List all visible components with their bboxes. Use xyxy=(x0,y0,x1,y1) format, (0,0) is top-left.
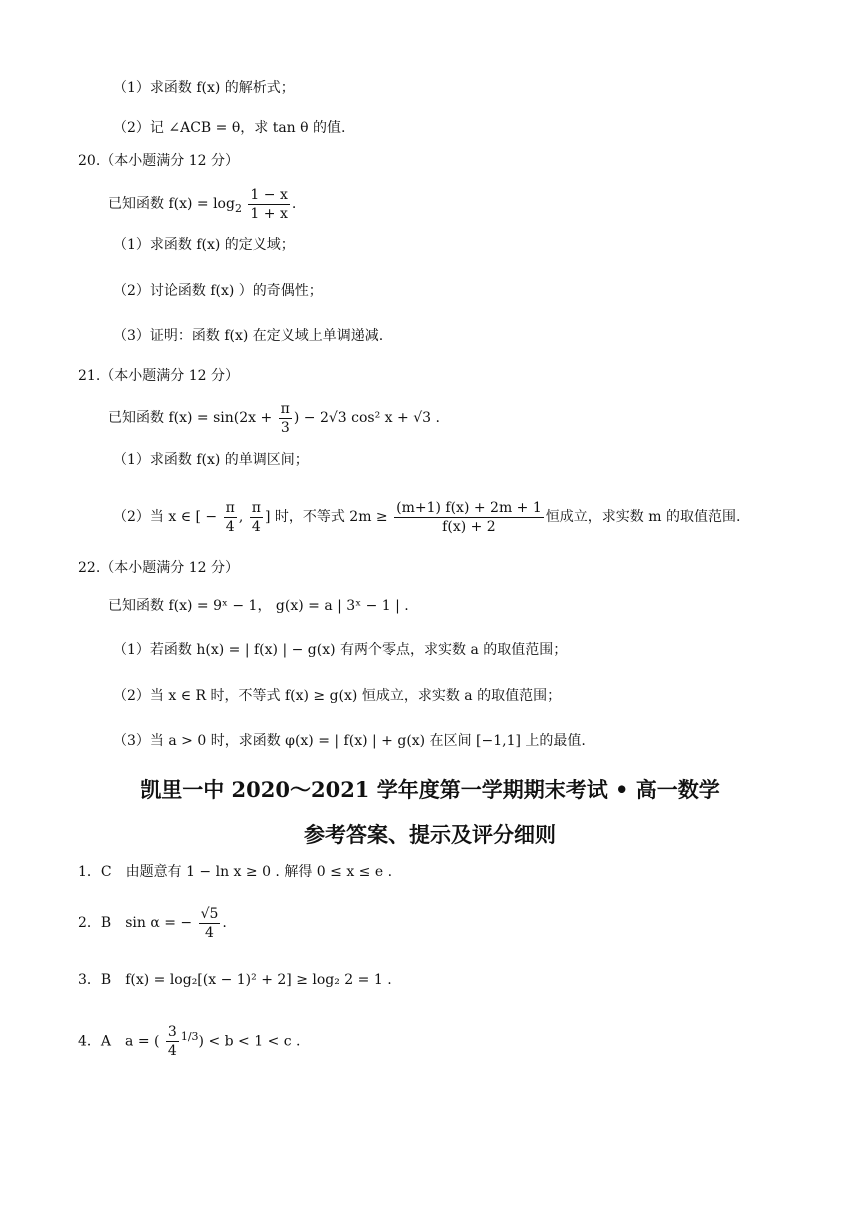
answer-2-end: . xyxy=(222,915,227,931)
q21-numerator: π xyxy=(280,400,290,417)
q20-heading: 20.（本小题满分 12 分） xyxy=(78,153,239,169)
q22-part2: （2）当 x ∈ R 时，不等式 f(x) ≥ g(x) 恒成立，求实数 a 的取值范围； xyxy=(113,688,562,704)
answer-4-den: 4 xyxy=(167,1043,177,1060)
answer-2 xyxy=(78,900,227,946)
answer-2-fraction xyxy=(199,905,221,942)
q20-given-end: . xyxy=(291,196,297,212)
q22-given: 已知函数 f(x) = 9ˣ − 1， g(x) = a | 3ˣ − 1 | . xyxy=(108,598,409,614)
q20-log-base: 2 xyxy=(234,201,242,215)
answer-subtitle: 参考答案、提示及评分细则 xyxy=(304,822,556,847)
q20-given-text: 已知函数 f(x) = log xyxy=(108,196,235,212)
answer-1: 1．C 由题意有 1 − ln x ≥ 0 . 解得 0 ≤ x ≤ e . xyxy=(78,864,393,880)
q20-numerator: 1 − x xyxy=(250,186,288,203)
q21-interval-right-den: 4 xyxy=(251,518,261,535)
q21-given xyxy=(108,398,440,438)
answer-4-exponent: 1/3 xyxy=(180,1030,199,1043)
answer-3: 3．B f(x) = log₂[(x − 1)² + 2] ≥ log₂ 2 = 1 . xyxy=(78,972,392,988)
q20-part3: （3）证明：函数 f(x) 在定义域上单调递减. xyxy=(113,328,384,344)
q20-given xyxy=(108,184,296,224)
q21-heading: 21.（本小题满分 12 分） xyxy=(78,368,239,384)
q21-interval-right-num: π xyxy=(251,499,261,516)
q21-inequality-fraction xyxy=(394,499,544,536)
answer-4-num: 3 xyxy=(167,1024,177,1041)
answer-4-lead: 4．A a = ( xyxy=(78,1033,160,1050)
q21-given-end: ) − 2√3 cos² x + √3 . xyxy=(293,410,440,426)
q21-interval-left xyxy=(224,499,237,536)
q21-interval-left-num: π xyxy=(225,499,235,516)
q20-part1: （1）求函数 f(x) 的定义域； xyxy=(113,237,295,253)
q21-interval-comma: , xyxy=(238,509,244,525)
q22-heading: 22.（本小题满分 12 分） xyxy=(78,560,239,576)
q21-part2 xyxy=(113,494,740,540)
q21-part2-tail: 恒成立，求实数 m 的取值范围. xyxy=(545,509,741,525)
answer-2-den: 4 xyxy=(205,924,214,941)
q21-denominator: 3 xyxy=(280,419,290,436)
q22-part3: （3）当 a > 0 时，求函数 φ(x) = | f(x) | + g(x) 在区间 [−1,1] 上的最值. xyxy=(113,733,586,749)
q22-part1: （1）若函数 h(x) = | f(x) | − g(x) 有两个零点，求实数 a 的取值范围； xyxy=(113,642,568,658)
q20-part2: （2）讨论函数 f(x) ）的奇偶性； xyxy=(113,283,323,299)
answer-title: 凯里一中 2020～2021 学年度第一学期期末考试 • 高一数学 xyxy=(140,777,720,802)
q20-denominator: 1 + x xyxy=(250,205,288,222)
q20-fraction xyxy=(248,186,289,223)
q21-interval-right xyxy=(250,499,263,536)
answer-2-num: √5 xyxy=(200,905,219,922)
answer-4-end: ) < b < 1 < c . xyxy=(198,1033,301,1050)
q21-inequality-den: f(x) + 2 xyxy=(442,518,496,535)
answer-2-lead: 2．B sin α = − xyxy=(78,915,193,931)
q21-part2-lead: （2）当 x ∈ [ − xyxy=(113,509,218,525)
answer-4-fraction xyxy=(166,1023,179,1060)
q21-inequality-num: (m+1) f(x) + 2m + 1 xyxy=(396,499,542,516)
q21-interval-left-den: 4 xyxy=(225,518,235,535)
answer-4 xyxy=(78,1014,301,1060)
q21-part2-middle: ] 时，不等式 2m ≥ xyxy=(264,509,388,525)
q21-given-text: 已知函数 f(x) = sin(2x + xyxy=(108,410,273,426)
q21-part1: （1）求函数 f(x) 的单调区间； xyxy=(113,452,309,468)
q19-part2: （2）记 ∠ACB = θ，求 tan θ 的值. xyxy=(113,120,346,136)
q19-part1: （1）求函数 f(x) 的解析式； xyxy=(113,80,295,96)
q21-fraction xyxy=(279,400,292,437)
